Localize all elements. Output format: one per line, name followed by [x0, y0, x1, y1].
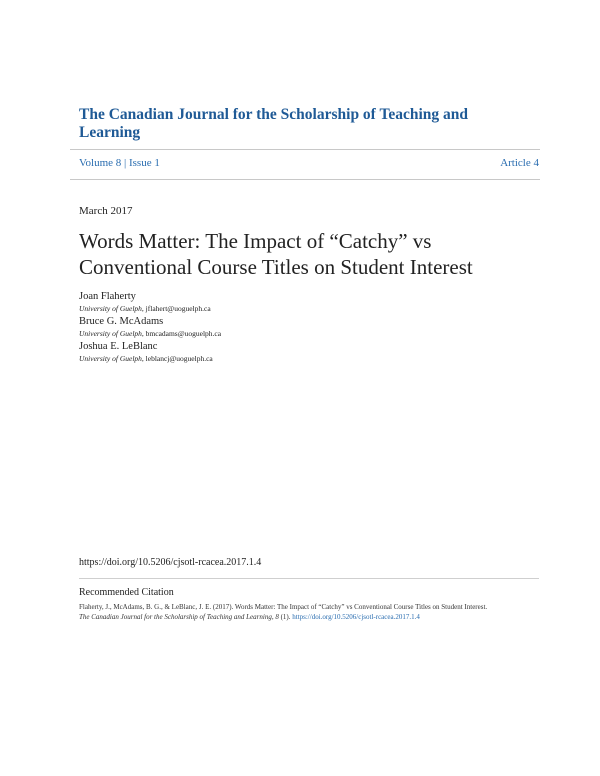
- author-affiliation: [79, 328, 539, 339]
- publication-date: March 2017: [79, 205, 133, 217]
- author-email: , leblancj@uoguelph.ca: [141, 354, 213, 363]
- volume-link[interactable]: Volume 8: [79, 157, 122, 169]
- author-list: [79, 290, 539, 365]
- volume-issue: [79, 157, 160, 169]
- article-title: Words Matter: The Impact of “Catchy” vs Conventional Course Titles on Student Interest: [79, 229, 473, 279]
- author-university: University of Guelph: [79, 329, 142, 338]
- author-university: University of Guelph: [79, 304, 142, 313]
- header-divider-top: [70, 149, 540, 150]
- citation-divider: [79, 578, 539, 579]
- author-email: , bmcadams@uoguelph.ca: [141, 329, 222, 338]
- citation-doi-link[interactable]: https://doi.org/10.5206/cjsotl-rcacea.2017.1.4: [292, 613, 420, 621]
- author-name: Joshua E. LeBlanc: [79, 341, 158, 352]
- doi-text: https://doi.org/10.5206/cjsotl-rcacea.2017.1.4: [79, 557, 262, 568]
- issue-link[interactable]: Issue 1: [128, 157, 160, 169]
- citation-journal-name: The Canadian Journal for the Scholarship of Teaching and Learning, 8: [79, 613, 279, 621]
- author-email: , jflahert@uoguelph.ca: [141, 304, 211, 313]
- header-divider-bottom: [70, 179, 540, 180]
- author-affiliation: [79, 353, 539, 364]
- author-name: Bruce G. McAdams: [79, 316, 164, 327]
- author-university: University of Guelph: [79, 354, 142, 363]
- citation-text: [79, 602, 499, 622]
- citation-issue: (1).: [278, 613, 293, 621]
- recommended-citation-heading: Recommended Citation: [79, 587, 174, 598]
- author-affiliation: [79, 303, 539, 314]
- author-name: Joan Flaherty: [79, 291, 136, 302]
- citation-authors-title: Flaherty, J., McAdams, B. G., & LeBlanc, J. E. (2017). Words Matter: The Impact of “Catchy” vs Conventional Course Titles on Student Interest.: [79, 603, 488, 611]
- volume-issue-separator: |: [124, 157, 127, 169]
- article-number-link[interactable]: Article 4: [500, 157, 539, 169]
- journal-title-link[interactable]: The Canadian Journal for the Scholarship of Teaching and Learning: [79, 106, 469, 141]
